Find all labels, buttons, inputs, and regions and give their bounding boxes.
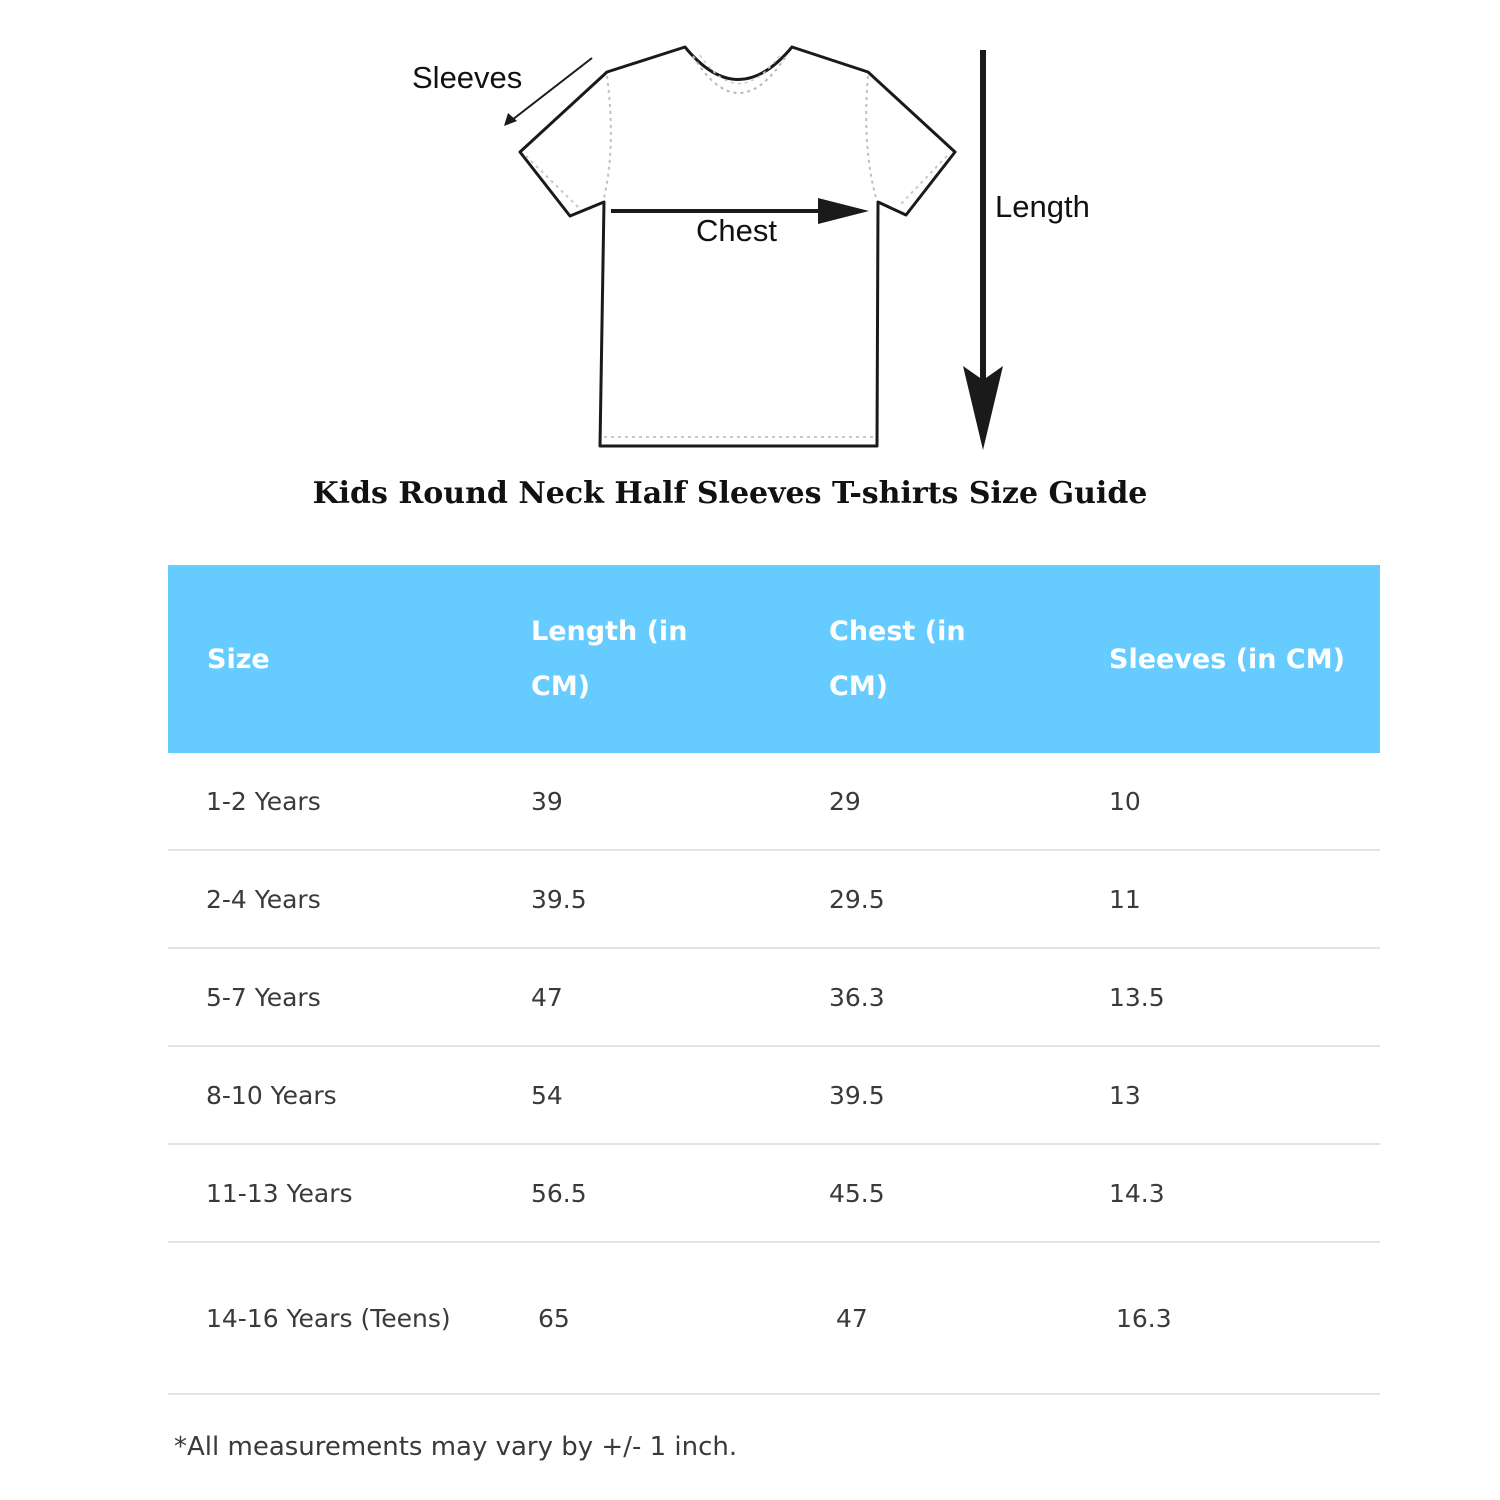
header-sleeves: Sleeves (in CM)	[1109, 643, 1345, 675]
length-cell: 56.5	[531, 1178, 587, 1208]
header-chest: Chest (in CM)	[829, 616, 966, 702]
chest-cell: 45.5	[829, 1178, 885, 1208]
length-cell: 39	[531, 786, 563, 816]
header-size: Size	[207, 643, 270, 675]
sleeves-cell: 13	[1109, 1080, 1141, 1110]
size-table	[168, 565, 1380, 1395]
sleeves-cell: 11	[1109, 884, 1141, 914]
chest-cell: 47	[836, 1303, 868, 1333]
size-cell: 11-13 Years	[206, 1178, 353, 1208]
table-row	[168, 851, 1380, 949]
length-label: Length	[995, 189, 1090, 224]
header-length: Length (in CM)	[531, 616, 688, 702]
size-cell: 1-2 Years	[206, 786, 321, 816]
sleeves-cell: 14.3	[1109, 1178, 1165, 1208]
measurement-footnote: *All measurements may vary by +/- 1 inch.	[174, 1432, 738, 1462]
size-cell: 14-16 Years (Teens)	[206, 1303, 451, 1333]
sleeves-label: Sleeves	[412, 60, 523, 95]
length-cell: 39.5	[531, 884, 587, 914]
size-guide-title: Kids Round Neck Half Sleeves T-shirts Size Guide	[312, 476, 1148, 511]
chest-cell: 39.5	[829, 1080, 885, 1110]
sleeves-cell: 16.3	[1116, 1303, 1172, 1333]
table-row	[168, 753, 1380, 851]
size-cell: 8-10 Years	[206, 1080, 337, 1110]
sleeves-cell: 10	[1109, 786, 1141, 816]
length-cell: 54	[531, 1080, 563, 1110]
sleeves-arrow-head	[504, 113, 517, 126]
chest-cell: 36.3	[829, 982, 885, 1012]
table-row	[168, 1243, 1380, 1395]
size-cell: 2-4 Years	[206, 884, 321, 914]
length-cell: 47	[531, 982, 563, 1012]
length-cell: 65	[538, 1303, 570, 1333]
tshirt-measurement-diagram	[0, 0, 1500, 470]
table-row	[168, 1047, 1380, 1145]
chest-label: Chest	[696, 213, 777, 248]
size-cell: 5-7 Years	[206, 982, 321, 1012]
chest-cell: 29.5	[829, 884, 885, 914]
table-row	[168, 949, 1380, 1047]
chest-cell: 29	[829, 786, 861, 816]
sleeves-cell: 13.5	[1109, 982, 1165, 1012]
table-header	[168, 565, 1380, 753]
table-row	[168, 1145, 1380, 1243]
